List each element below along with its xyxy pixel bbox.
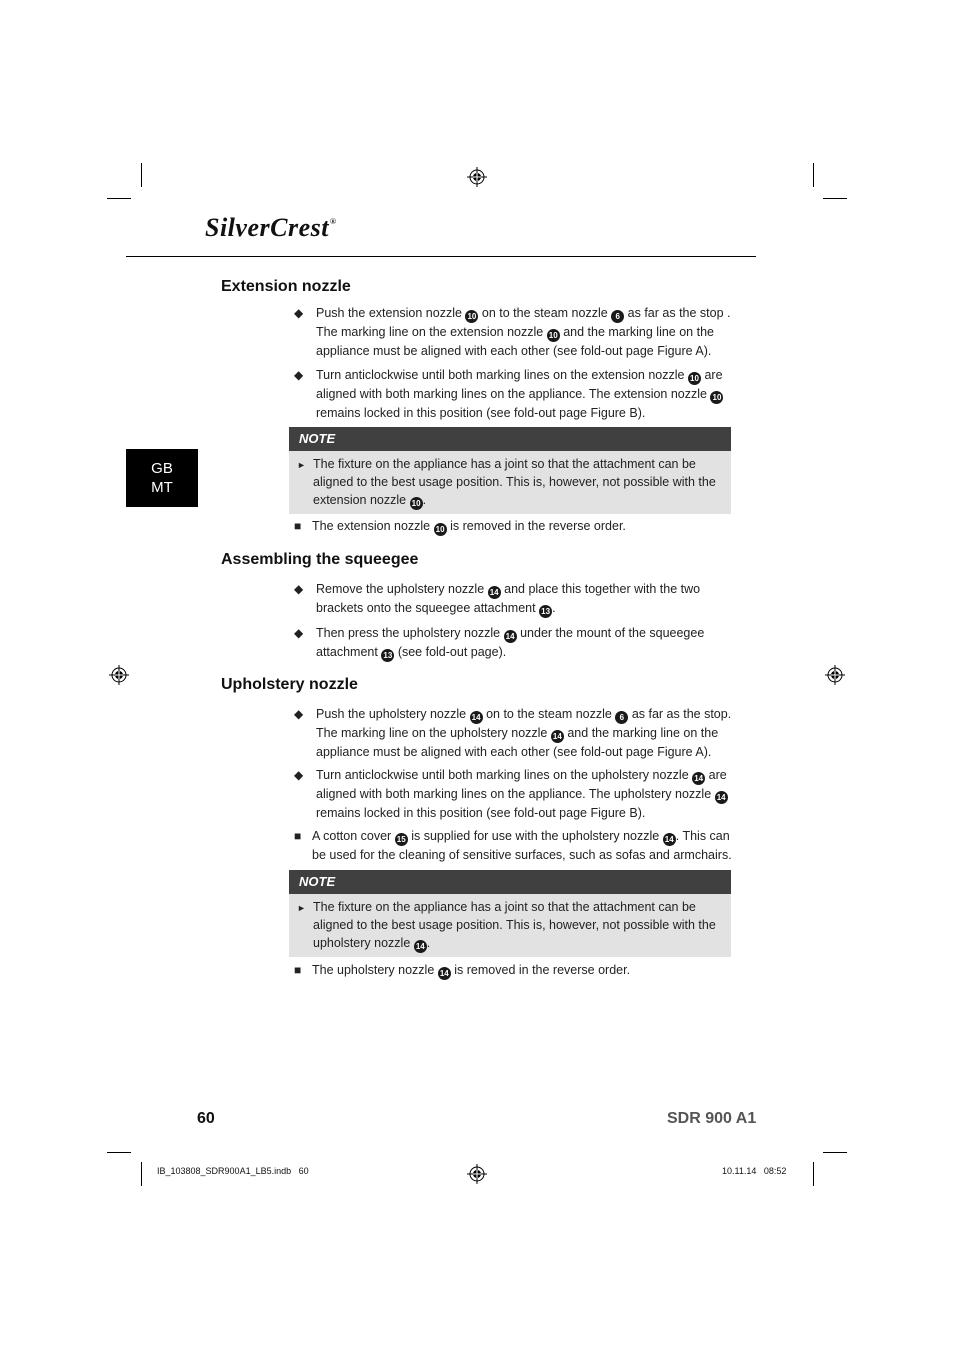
arrow-bullet-icon: ► xyxy=(297,460,306,470)
print-slug-date: 10.11.14 08:52 xyxy=(722,1166,787,1176)
language-code-mt: MT xyxy=(151,479,173,496)
part-number-badge: 14 xyxy=(692,772,705,785)
list-item-text: Remove the upholstery nozzle 14 and place this together with the two brackets onto the squeegee attachment 13 . xyxy=(316,582,701,616)
note-box xyxy=(289,427,731,514)
part-number-badge: 14 xyxy=(438,967,451,980)
registered-mark: ® xyxy=(329,217,337,226)
list-item xyxy=(294,827,734,864)
part-number-badge: 10 xyxy=(688,372,701,385)
part-number-badge: 10 xyxy=(410,497,423,510)
section-title-squeegee: Assembling the squeegee xyxy=(221,551,419,568)
diamond-bullet-icon: ◆ xyxy=(294,368,304,382)
registration-mark-icon xyxy=(467,167,487,187)
registration-mark-icon xyxy=(109,665,129,685)
list-item-text: Turn anticlockwise until both marking lines on the upholstery nozzle 14 are aligned with both marking lines on the appliance. The upholstery nozzle 14 remains locked in this position (see fold-out page Figure B). xyxy=(316,768,727,820)
brand-logo xyxy=(205,213,336,243)
list-item-text: Then press the upholstery nozzle 14 under the mount of the squeegee attachment 13 (see fold-out page). xyxy=(316,626,705,660)
diamond-bullet-icon: ◆ xyxy=(294,707,304,721)
list-item xyxy=(294,366,734,422)
part-number-badge: 14 xyxy=(414,940,427,953)
crop-mark xyxy=(107,1152,131,1153)
part-number-badge: 13 xyxy=(381,649,394,662)
arrow-bullet-icon: ► xyxy=(297,903,306,913)
language-code-gb: GB xyxy=(151,460,173,477)
list-item-text: The upholstery nozzle 14 is removed in the reverse order. xyxy=(312,963,631,978)
part-number-badge: 6 xyxy=(611,310,624,323)
list-item xyxy=(294,304,734,360)
part-number-badge: 14 xyxy=(551,730,564,743)
crop-mark xyxy=(813,163,814,187)
language-tab xyxy=(126,449,198,507)
part-number-badge: 10 xyxy=(465,310,478,323)
list-item xyxy=(294,624,734,662)
crop-mark xyxy=(141,1162,142,1186)
crop-mark xyxy=(823,198,847,199)
model-number: SDR 900 A1 xyxy=(667,1110,757,1127)
part-number-badge: 14 xyxy=(488,586,501,599)
list-item-text: A cotton cover 15 is supplied for use with the upholstery nozzle 14 . This can be used for the cleaning of sensitive surfaces, such as sofas and armchairs. xyxy=(312,829,732,862)
part-number-badge: 14 xyxy=(715,791,728,804)
list-item xyxy=(294,705,734,761)
print-slug-file: IB_103808_SDR900A1_LB5.indb 60 xyxy=(157,1166,309,1176)
brand-name: SilverCrest xyxy=(205,213,329,242)
crop-mark xyxy=(141,163,142,187)
part-number-badge: 14 xyxy=(663,833,676,846)
part-number-badge: 6 xyxy=(615,711,628,724)
diamond-bullet-icon: ◆ xyxy=(294,306,304,320)
diamond-bullet-icon: ◆ xyxy=(294,626,304,640)
list-item xyxy=(294,766,734,822)
square-bullet-icon: ■ xyxy=(294,519,302,533)
registration-mark-icon xyxy=(825,665,845,685)
part-number-badge: 10 xyxy=(710,391,723,404)
diamond-bullet-icon: ◆ xyxy=(294,768,304,782)
note-label: NOTE xyxy=(289,427,731,451)
square-bullet-icon: ■ xyxy=(294,963,302,977)
part-number-badge: 14 xyxy=(470,711,483,724)
section-title-upholstery: Upholstery nozzle xyxy=(221,676,358,693)
note-label: NOTE xyxy=(289,870,731,894)
crop-mark xyxy=(813,1162,814,1186)
crop-mark xyxy=(823,1152,847,1153)
note-body: ► The fixture on the appliance has a joint so that the attachment can be aligned to the best usage position. This is, however, not possible with the extension nozzle 10 . xyxy=(289,451,731,514)
list-item xyxy=(294,961,734,980)
diamond-bullet-icon: ◆ xyxy=(294,582,304,596)
note-box xyxy=(289,870,731,957)
registration-mark-icon xyxy=(467,1164,487,1184)
header-rule xyxy=(126,256,756,257)
list-item xyxy=(294,580,734,618)
square-bullet-icon: ■ xyxy=(294,829,302,843)
part-number-badge: 14 xyxy=(504,630,517,643)
part-number-badge: 10 xyxy=(547,329,560,342)
part-number-badge: 13 xyxy=(539,605,552,618)
list-item-text: Push the upholstery nozzle 14 on to the steam nozzle 6 as far as the stop. The marking line on the upholstery nozzle 14 and the marking line on the appliance must be aligned with each other (see fold-out page Figure A). xyxy=(316,707,732,759)
list-item xyxy=(294,517,734,536)
crop-mark xyxy=(107,198,131,199)
part-number-badge: 15 xyxy=(395,833,408,846)
list-item-text: Turn anticlockwise until both marking lines on the extension nozzle 10 are aligned with both marking lines on the appliance. The extension nozzle 10 remains locked in this position (see fold-out page Figure B). xyxy=(316,368,723,420)
list-item-text: Push the extension nozzle 10 on to the steam nozzle 6 as far as the stop . The marking line on the extension nozzle 10 and the marking line on the appliance must be aligned with each other (see fold-out page Figure A). xyxy=(316,306,731,358)
list-item-text: The extension nozzle 10 is removed in the reverse order. xyxy=(312,519,626,534)
page-number: 60 xyxy=(197,1110,215,1127)
note-body: ► The fixture on the appliance has a joint so that the attachment can be aligned to the best usage position. This is, however, not possible with the upholstery nozzle 14 . xyxy=(289,894,731,957)
section-title-extension: Extension nozzle xyxy=(221,278,351,295)
part-number-badge: 10 xyxy=(434,523,447,536)
